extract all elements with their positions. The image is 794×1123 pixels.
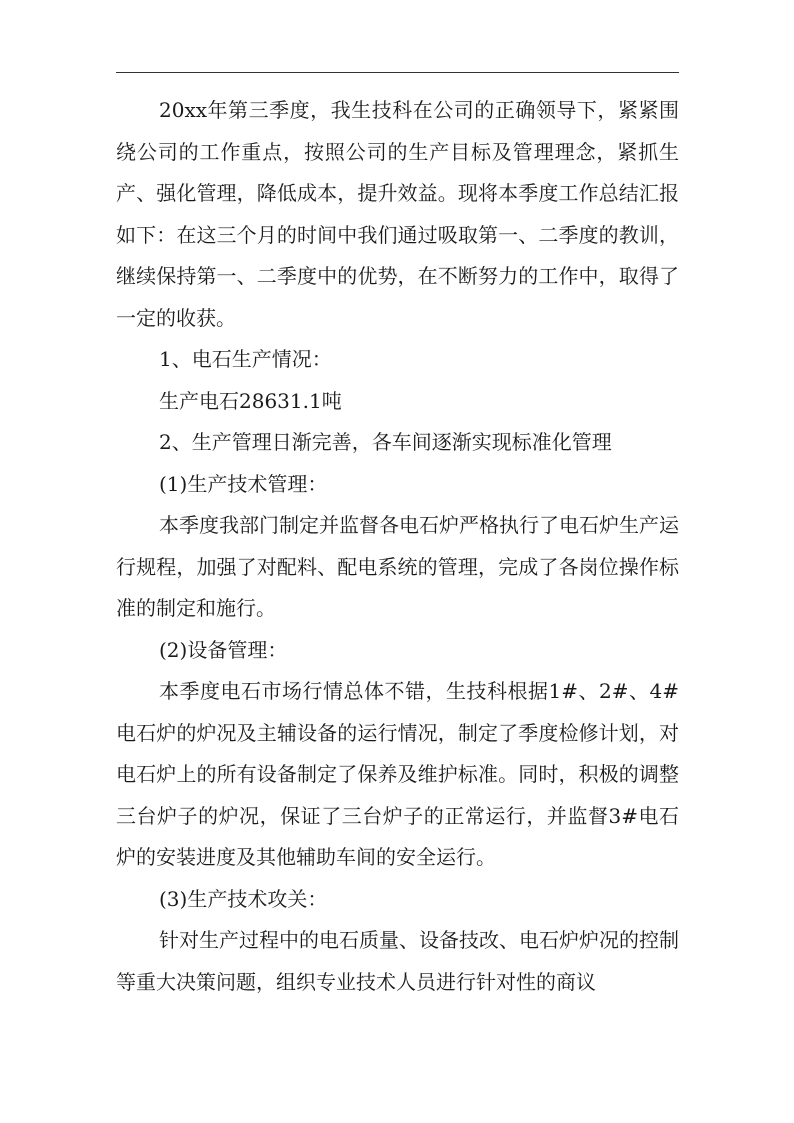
- document-body: [116, 90, 679, 1003]
- paragraph-intro: 20xx年第三季度，我生技科在公司的正确领导下，紧紧围绕公司的工作重点，按照公司的生产目标及管理理念，紧抓生产、强化管理，降低成本，提升效益。现将本季度工作总结汇报如下：在这三个月的时间中我们通过吸取第一、二季度的教训，继续保持第一、二季度中的优势，在不断努力的工作中，取得了一定的收获。: [116, 98, 679, 330]
- paragraph-technical: 本季度我部门制定并监督各电石炉严格执行了电石炉生产运行规程，加强了对配料、配电系统的管理，完成了各岗位操作标准的制定和施行。: [116, 513, 679, 620]
- header-rule: [116, 72, 679, 73]
- subsection-heading-equipment: (2)设备管理：: [159, 637, 288, 662]
- section-heading-management: 2、生产管理日渐完善，各车间逐渐实现标准化管理: [159, 430, 612, 454]
- paragraph-equipment: 本季度电石市场行情总体不错，生技科根据1#、2#、4#电石炉的炉况及主辅设备的运行情况，制定了季度检修计划，对电石炉上的所有设备制定了保养及维护标准。同时，积极的调整三台炉子的炉况，保证了三台炉子的正常运行，并监督3#电石炉的安装进度及其他辅助车间的安全运行。: [116, 679, 679, 869]
- subsection-heading-research: (3)生产技术攻关：: [159, 886, 328, 911]
- paragraph-research: 针对生产过程中的电石质量、设备技改、电石炉炉况的控制等重大决策问题，组织专业技术人员进行针对性的商议: [116, 928, 679, 994]
- subsection-heading-technical: (1)生产技术管理：: [159, 471, 328, 496]
- section-heading-production: 1、电石生产情况：: [159, 347, 332, 371]
- paragraph-production-output: 生产电石28631.1吨: [159, 388, 342, 413]
